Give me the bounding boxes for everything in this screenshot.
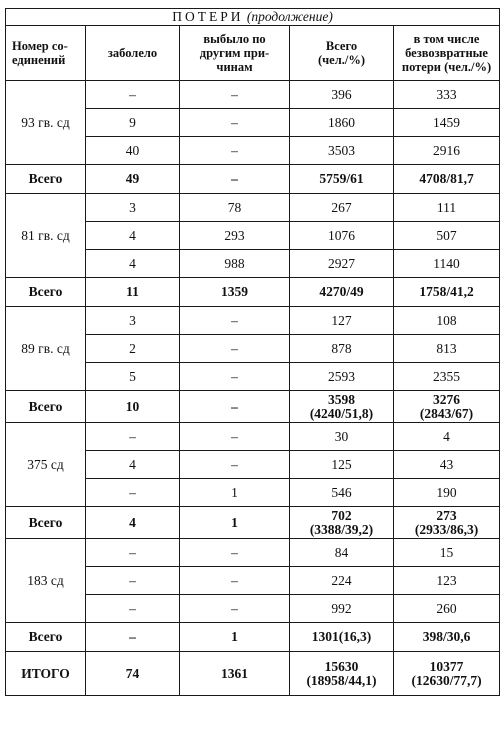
table-title-row	[6, 9, 500, 26]
cell-sick: –	[86, 81, 180, 109]
text-line: –	[231, 171, 238, 186]
header-row	[6, 26, 500, 81]
text-line: 1	[231, 514, 238, 530]
subtotal-sick	[86, 623, 180, 652]
subtotal-other-reasons	[180, 391, 290, 423]
header-unit-text	[12, 39, 79, 67]
text-line: 4270/49	[319, 284, 364, 299]
cell-total: 127	[290, 307, 394, 335]
text-line: 398/30,6	[422, 629, 471, 644]
unit-name-cell: 93 гв. сд	[6, 81, 86, 165]
text-line: 4	[129, 514, 136, 530]
cell-irrecoverable: 2916	[394, 137, 500, 165]
cell-irrecoverable: 4	[394, 423, 500, 451]
cell-total: 1860	[290, 109, 394, 137]
cell-irrecoverable: 15	[394, 539, 500, 567]
cell-other-reasons: –	[180, 137, 290, 165]
cell-other-reasons: 293	[180, 222, 290, 250]
subtotal-sick	[86, 507, 180, 539]
subtotal-total	[290, 623, 394, 652]
subtotal-label	[6, 623, 86, 652]
table-title	[6, 9, 500, 26]
cell-total: 125	[290, 451, 394, 479]
subtotal-total	[290, 391, 394, 423]
cell-irrecoverable: 111	[394, 194, 500, 222]
cell-other-reasons: –	[180, 423, 290, 451]
text-line: Всего	[325, 39, 358, 53]
subtotal-irrecoverable	[394, 165, 500, 194]
subtotal-row	[6, 165, 500, 194]
subtotal-row	[6, 391, 500, 423]
cell-other-reasons: –	[180, 363, 290, 391]
grand-total-other-reasons	[180, 652, 290, 696]
cell-total: 267	[290, 194, 394, 222]
text-line: 3598	[328, 391, 355, 407]
subtotal-irrecoverable	[394, 623, 500, 652]
grand-total-label	[6, 652, 86, 696]
header-irrecoverable	[394, 26, 500, 81]
cell-sick: 2	[86, 335, 180, 363]
text-line: 15630	[324, 658, 359, 674]
cell-irrecoverable: 123	[394, 567, 500, 595]
table-row	[6, 423, 500, 451]
subtotal-irrecoverable	[394, 278, 500, 307]
table-row	[6, 539, 500, 567]
text-line: Всего	[28, 398, 63, 414]
subtotal-total	[290, 507, 394, 539]
cell-other-reasons: –	[180, 307, 290, 335]
subtotal-row	[6, 278, 500, 307]
cell-total: 992	[290, 595, 394, 623]
cell-total: 546	[290, 479, 394, 507]
cell-other-reasons: –	[180, 335, 290, 363]
text-line: 1361	[221, 665, 248, 681]
header-total	[290, 26, 394, 81]
cell-irrecoverable: 1140	[394, 250, 500, 278]
cell-irrecoverable: 333	[394, 81, 500, 109]
text-line: 49	[125, 171, 140, 186]
unit-name-cell: 89 гв. сд	[6, 307, 86, 391]
header-other-reasons	[180, 26, 290, 81]
cell-sick: –	[86, 479, 180, 507]
text-line: 11	[126, 284, 139, 299]
subtotal-sick	[86, 165, 180, 194]
subtotal-label	[6, 507, 86, 539]
text-line: Всего	[28, 171, 63, 186]
cell-other-reasons: –	[180, 451, 290, 479]
subtotal-total	[290, 165, 394, 194]
cell-total: 3503	[290, 137, 394, 165]
header-other-reasons-text	[186, 32, 283, 74]
grand-total-irrecoverable	[394, 652, 500, 696]
grand-total-total	[290, 652, 394, 696]
header-irrecoverable-text	[400, 32, 493, 74]
text-line: (2933/86,3)	[414, 521, 479, 537]
unit-name-cell: 81 гв. сд	[6, 194, 86, 278]
table-title-main: ПОТЕРИ	[172, 9, 244, 24]
unit-name-cell: 375 сд	[6, 423, 86, 507]
cell-sick: 3	[86, 307, 180, 335]
subtotal-label	[6, 278, 86, 307]
text-line: 4708/81,7	[419, 171, 474, 186]
subtotal-label	[6, 391, 86, 423]
text-line: 3276	[433, 391, 461, 407]
table-row	[6, 194, 500, 222]
cell-total: 2593	[290, 363, 394, 391]
cell-irrecoverable: 43	[394, 451, 500, 479]
cell-irrecoverable: 2355	[394, 363, 500, 391]
text-line: (12630/77,7)	[411, 672, 482, 688]
cell-sick: –	[86, 423, 180, 451]
cell-irrecoverable: 108	[394, 307, 500, 335]
subtotal-sick	[86, 391, 180, 423]
cell-irrecoverable: 1459	[394, 109, 500, 137]
unit-name-cell: 183 сд	[6, 539, 86, 623]
cell-total: 878	[290, 335, 394, 363]
table-row	[6, 81, 500, 109]
cell-other-reasons: –	[180, 595, 290, 623]
cell-total: 224	[290, 567, 394, 595]
subtotal-row	[6, 623, 500, 652]
cell-sick: –	[86, 539, 180, 567]
grand-total-sick	[86, 652, 180, 696]
cell-sick: 4	[86, 222, 180, 250]
cell-total: 396	[290, 81, 394, 109]
header-sick-text	[92, 46, 173, 60]
cell-other-reasons: –	[180, 81, 290, 109]
text-line: чинам	[216, 60, 253, 74]
text-line: Всего	[28, 514, 63, 530]
cell-total: 2927	[290, 250, 394, 278]
text-line: единений	[12, 53, 66, 67]
text-line: Всего	[28, 629, 63, 644]
text-line: (3388/39,2)	[309, 521, 374, 537]
subtotal-irrecoverable	[394, 391, 500, 423]
cell-other-reasons: 1	[180, 479, 290, 507]
text-line: (4240/51,8)	[309, 405, 374, 421]
subtotal-sick	[86, 278, 180, 307]
cell-irrecoverable: 260	[394, 595, 500, 623]
subtotal-row	[6, 507, 500, 539]
text-line: –	[231, 398, 238, 414]
text-line: (18958/44,1)	[306, 672, 377, 688]
cell-sick: 3	[86, 194, 180, 222]
subtotal-other-reasons	[180, 165, 290, 194]
text-line: Номер со-	[12, 39, 68, 53]
cell-sick: –	[86, 567, 180, 595]
cell-irrecoverable: 190	[394, 479, 500, 507]
text-line: 702	[331, 507, 352, 523]
cell-sick: 4	[86, 250, 180, 278]
text-line: 5759/61	[319, 171, 364, 186]
cell-sick: 5	[86, 363, 180, 391]
subtotal-other-reasons	[180, 507, 290, 539]
subtotal-total	[290, 278, 394, 307]
header-unit	[6, 26, 86, 81]
losses-table	[5, 8, 500, 696]
subtotal-label	[6, 165, 86, 194]
text-line: 1	[231, 629, 238, 644]
text-line: (2843/67)	[419, 405, 474, 421]
cell-sick: –	[86, 595, 180, 623]
text-line: потери (чел./%)	[401, 60, 492, 74]
text-line: 273	[436, 507, 457, 523]
table-title-sub: (продолжение)	[246, 9, 333, 24]
text-line: Всего	[28, 284, 63, 299]
subtotal-other-reasons	[180, 623, 290, 652]
text-line: выбыло по	[203, 32, 266, 46]
text-line: ИТОГО	[21, 665, 70, 681]
cell-other-reasons: –	[180, 539, 290, 567]
cell-sick: 40	[86, 137, 180, 165]
text-line: в том числе	[413, 32, 480, 46]
cell-other-reasons: 78	[180, 194, 290, 222]
header-sick	[86, 26, 180, 81]
text-line: 1758/41,2	[419, 284, 474, 299]
cell-sick: 4	[86, 451, 180, 479]
header-total-text	[296, 39, 387, 67]
cell-irrecoverable: 507	[394, 222, 500, 250]
cell-other-reasons: –	[180, 109, 290, 137]
cell-total: 1076	[290, 222, 394, 250]
subtotal-irrecoverable	[394, 507, 500, 539]
text-line: 1301(16,3)	[311, 629, 372, 644]
text-line: 1359	[221, 284, 248, 299]
table-row	[6, 307, 500, 335]
text-line: другим при-	[199, 46, 270, 60]
text-line: заболело	[107, 46, 158, 60]
text-line: 10377	[429, 658, 464, 674]
text-line: безвозвратные	[405, 46, 488, 60]
cell-sick: 9	[86, 109, 180, 137]
text-line: –	[129, 629, 136, 644]
cell-total: 84	[290, 539, 394, 567]
grand-total-row	[6, 652, 500, 696]
cell-total: 30	[290, 423, 394, 451]
losses-table-body	[6, 9, 500, 696]
subtotal-other-reasons	[180, 278, 290, 307]
text-line: 10	[125, 398, 140, 414]
text-line: (чел./%)	[317, 53, 366, 67]
cell-irrecoverable: 813	[394, 335, 500, 363]
text-line: 74	[125, 665, 140, 681]
cell-other-reasons: 988	[180, 250, 290, 278]
cell-other-reasons: –	[180, 567, 290, 595]
